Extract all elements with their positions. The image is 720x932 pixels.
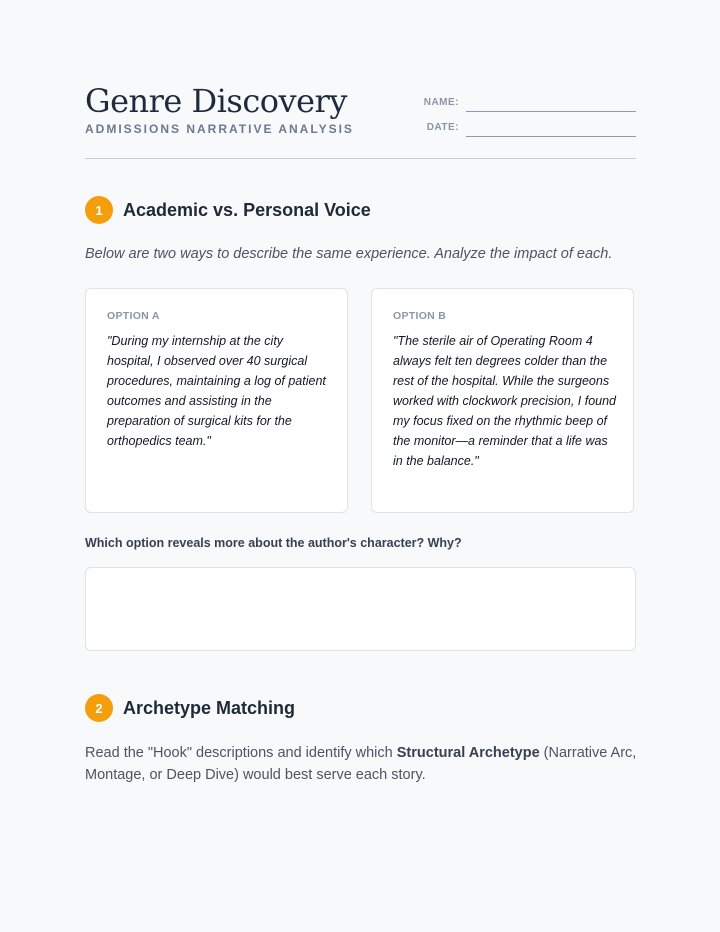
option-b-label: OPTION B	[393, 310, 447, 322]
section-1-heading	[85, 196, 371, 224]
section-2-number-badge: 2	[85, 694, 113, 722]
character-question: Which option reveals more about the author's character? Why?	[85, 536, 462, 550]
section-2-text-start: Read the "Hook" descriptions and identify which	[85, 745, 397, 761]
date-label: DATE:	[426, 122, 459, 133]
answer-text-box[interactable]	[85, 567, 636, 651]
option-a-card	[85, 288, 348, 513]
page-title: Genre Discovery	[85, 82, 347, 120]
section-1-title: Academic vs. Personal Voice	[123, 199, 371, 220]
section-1-number-badge: 1	[85, 196, 113, 224]
section-1-intro: Below are two ways to describe the same experience. Analyze the impact of each.	[85, 246, 613, 262]
date-input-line[interactable]	[466, 136, 636, 137]
section-2-instructions	[85, 742, 637, 786]
option-b-text: "The sterile air of Operating Room 4 always felt ten degrees colder than the rest of the hospital. While the surgeons worked with clockwork precision, I found my focus fixed on the rhythmic beep of the monitor—a reminder that a life was in the balance."	[393, 334, 617, 468]
name-field[interactable]	[415, 94, 636, 114]
section-2-heading	[85, 694, 295, 722]
name-input-line[interactable]	[466, 111, 636, 112]
header-divider	[85, 158, 636, 159]
date-field[interactable]	[415, 119, 636, 139]
option-b-card	[371, 288, 634, 513]
page-subtitle: ADMISSIONS NARRATIVE ANALYSIS	[85, 122, 354, 136]
option-a-text: "During my internship at the city hospital, I observed over 40 surgical procedures, maintaining a log of patient outcomes and assisting in the preparation of surgical kits for the orthopedics team."	[107, 334, 326, 448]
option-a-label: OPTION A	[107, 310, 160, 322]
section-2-text-end: (Narrative Arc, Montage, or Deep Dive) would best serve each story.	[85, 745, 637, 783]
section-2-title: Archetype Matching	[123, 697, 296, 718]
name-label: NAME:	[423, 97, 459, 108]
section-2-text-bold: Structural Archetype	[396, 745, 540, 761]
